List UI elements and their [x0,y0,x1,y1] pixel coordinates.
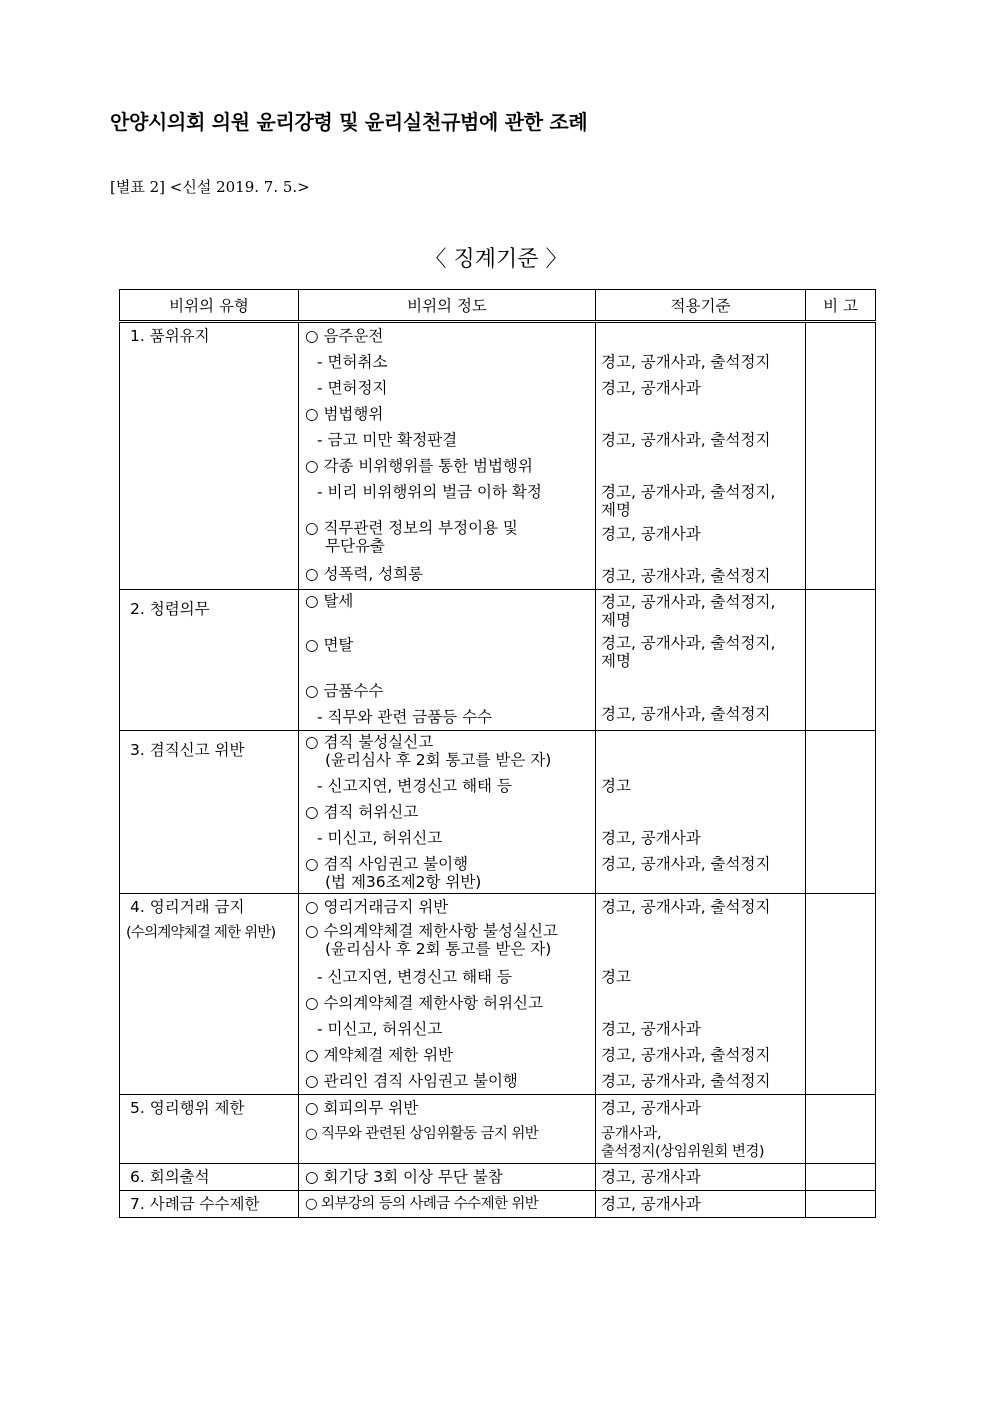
standard-value: 경고, 공개사과, 출석정지 [601,898,771,916]
remarks-cell [806,322,876,590]
remarks-cell [806,590,876,731]
degree-item: ○ 직무관련 정보의 부정이용 및 [305,519,518,537]
standard-value: 경고, 공개사과 [601,1168,701,1186]
standard-value-continued: 출석정지(상임위원회 변경) [601,1144,764,1160]
degree-item: ○ 겸직 불성실신고 [305,733,434,751]
degree-item: ○ 음주운전 [305,327,384,345]
category-cell [120,1191,299,1218]
category-note: (수의계약체결 제한 위반) [126,925,276,941]
category-cell [120,894,299,1095]
degree-subitem: - 신고지연, 변경신고 해태 등 [317,968,512,986]
degree-subitem: - 미신고, 허위신고 [317,1020,443,1038]
remarks-cell [806,731,876,894]
standard-value: 경고 [601,968,631,986]
standard-value: 경고, 공개사과, 출석정지 [601,1046,771,1064]
degree-cell [299,322,596,590]
degree-item: ○ 면탈 [305,636,354,654]
remarks-cell [806,894,876,1095]
category-label: 6. 회의출석 [130,1168,210,1186]
table-title: 〈 징계기준 〉 [424,247,568,272]
standard-cell [596,322,806,590]
table-row [120,1095,876,1164]
table-row [120,1191,876,1218]
degree-subitem: - 비리 비위행위의 벌금 이하 확정 [317,483,542,501]
degree-item: ○ 수의계약체결 제한사항 허위신고 [305,994,543,1012]
standard-value: 경고, 공개사과 [601,1020,701,1038]
document-title: 안양시의회 의원 윤리강령 및 윤리실천규범에 관한 조례 [110,110,588,134]
header-standard: 적용기준 [596,290,806,322]
standard-cell [596,1095,806,1164]
degree-item: ○ 겸직 허위신고 [305,803,419,821]
category-cell [120,1095,299,1164]
standard-value: 경고, 공개사과, 출석정지 [601,431,771,449]
standard-cell [596,1164,806,1191]
table-row [120,322,876,590]
degree-item: ○ 성폭력, 성희롱 [305,565,424,583]
remarks-cell [806,1164,876,1191]
standard-cell [596,731,806,894]
category-label: 5. 영리행위 제한 [130,1099,245,1117]
remarks-cell [806,1095,876,1164]
category-cell [120,322,299,590]
standard-cell [596,1191,806,1218]
degree-item: ○ 영리거래금지 위반 [305,898,449,916]
degree-subitem: - 면허취소 [317,353,388,371]
standard-value: 경고, 공개사과, 출석정지 [601,705,771,723]
standard-value: 경고, 공개사과 [601,1099,701,1117]
degree-item: ○ 계약체결 제한 위반 [305,1046,454,1064]
degree-cell [299,731,596,894]
standard-value-continued: 제명 [601,501,631,519]
standard-value: 경고, 공개사과, 출석정지, [601,483,776,501]
degree-item: ○ 관리인 겸직 사임권고 불이행 [305,1072,518,1090]
standard-cell [596,590,806,731]
remarks-cell [806,1191,876,1218]
standard-value: 경고, 공개사과, 출석정지 [601,567,771,585]
category-label: 4. 영리거래 금지 [130,898,245,916]
standard-value: 경고, 공개사과, 출석정지 [601,353,771,371]
degree-item: ○ 각종 비위행위를 통한 범법행위 [305,457,533,475]
table-header-row [120,290,876,322]
header-remarks: 비 고 [806,290,876,322]
degree-cell [299,1095,596,1164]
degree-item: ○ 수의계약체결 제한사항 불성실신고 [305,922,558,940]
category-cell [120,731,299,894]
table-row [120,1164,876,1191]
degree-item: ○ 겸직 사임권고 불이행 [305,855,469,873]
category-cell [120,590,299,731]
table-row [120,894,876,1095]
degree-item: ○ 회피의무 위반 [305,1099,419,1117]
degree-subitem: - 신고지연, 변경신고 해태 등 [317,777,512,795]
degree-cell [299,1164,596,1191]
category-label: 1. 품위유지 [130,327,210,345]
category-label: 2. 청렴의무 [130,600,210,618]
discipline-standards-table [119,289,876,1218]
header-type: 비위의 유형 [120,290,299,322]
degree-cell [299,590,596,731]
degree-subitem: - 면허정지 [317,379,388,397]
degree-item-continued: (윤리심사 후 2회 통고를 받은 자) [325,940,552,958]
standard-value-continued: 제명 [601,652,631,670]
degree-subitem: - 미신고, 허위신고 [317,829,443,847]
degree-cell [299,894,596,1095]
standard-value-continued: 제명 [601,611,631,629]
standard-value: 경고, 공개사과 [601,525,701,543]
category-label: 3. 겸직신고 위반 [130,741,245,759]
standard-value: 경고, 공개사과 [601,829,701,847]
degree-item-continued: 무단유출 [325,537,385,555]
standard-value: 경고 [601,777,631,795]
table-row [120,731,876,894]
category-label: 7. 사례금 수수제한 [130,1195,260,1213]
header-degree: 비위의 정도 [299,290,596,322]
table-row [120,590,876,731]
degree-item: ○ 금품수수 [305,682,384,700]
degree-subitem: - 금고 미만 확정판결 [317,431,458,449]
standard-value: 경고, 공개사과, 출석정지, [601,593,776,611]
category-cell [120,1164,299,1191]
degree-item: ○ 탈세 [305,592,354,610]
degree-item: ○ 외부강의 등의 사례금 수수제한 위반 [305,1196,539,1212]
degree-item-continued: (법 제36조제2항 위반) [325,873,482,891]
degree-item: ○ 직무와 관련된 상임위활동 금지 위반 [305,1126,539,1142]
degree-item: ○ 회기당 3회 이상 무단 불참 [305,1168,503,1186]
degree-subitem: - 직무와 관련 금품등 수수 [317,708,493,726]
standard-value: 경고, 공개사과 [601,379,701,397]
standard-value: 경고, 공개사과, 출석정지 [601,855,771,873]
degree-item: ○ 범법행위 [305,405,384,423]
annex-label: [별표 2] <신설 2019. 7. 5.> [110,178,310,196]
standard-value: 경고, 공개사과, 출석정지 [601,1072,771,1090]
degree-cell [299,1191,596,1218]
degree-item-continued: (윤리심사 후 2회 통고를 받은 자) [325,751,552,769]
standard-value: 경고, 공개사과, 출석정지, [601,634,776,652]
standard-value: 공개사과, [601,1126,662,1142]
standard-value: 경고, 공개사과 [601,1195,701,1213]
standard-cell [596,894,806,1095]
